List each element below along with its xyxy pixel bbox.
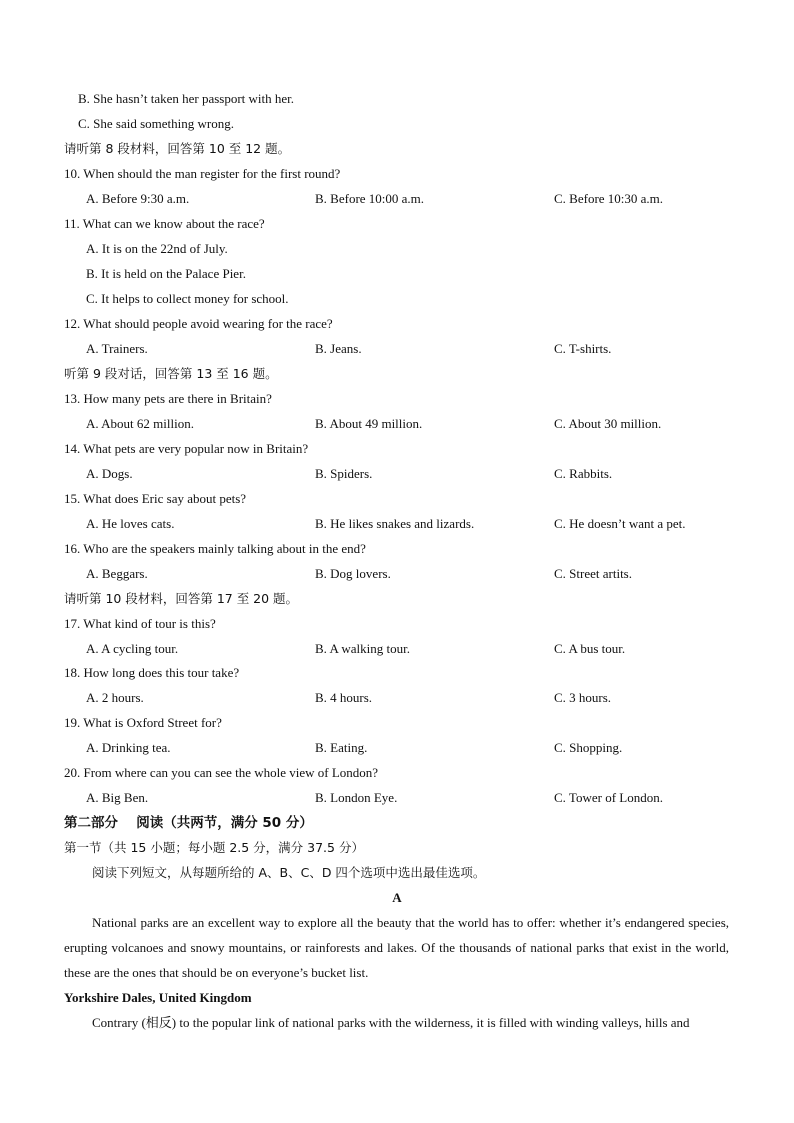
- question-16-option-a: A. Beggars.: [86, 566, 148, 581]
- question-15-option-a: A. He loves cats.: [86, 516, 175, 531]
- question-16-stem: 16. Who are the speakers mainly talking about in the end?: [64, 541, 366, 556]
- question-12-option-c: C. T-shirts.: [554, 341, 612, 356]
- question-19-option-a: A. Drinking tea.: [86, 740, 171, 755]
- passage-paragraph-1: National parks are an excellent way to explore all the beauty that the world has to offer: whether it’s endangered species, erupting volcanoes and snowy mountains, or rainforests and lakes. Of the thousands of national parks that exist in the world, these are the ones that should be on everyone’s bucket list.: [64, 915, 729, 980]
- question-15-option-b: B. He likes snakes and lizards.: [315, 516, 475, 531]
- question-11-option-b: B. It is held on the Palace Pier.: [86, 266, 246, 281]
- question-15-stem: 15. What does Eric say about pets?: [64, 491, 247, 506]
- question-14-stem: 14. What pets are very popular now in Britain?: [64, 441, 309, 456]
- section-instruction-10: 请听第 10 段材料，回答第 17 至 20 题。: [64, 591, 299, 606]
- question-10-stem: 10. When should the man register for the first round?: [64, 166, 341, 181]
- question-18-option-c: C. 3 hours.: [554, 690, 612, 705]
- passage-subheading: Yorkshire Dales, United Kingdom: [64, 990, 252, 1005]
- question-16-option-b: B. Dog lovers.: [315, 566, 391, 581]
- question-14-option-b: B. Spiders.: [315, 466, 373, 481]
- question-12-option-b: B. Jeans.: [315, 341, 362, 356]
- question-20-stem: 20. From where can you can see the whole view of London?: [64, 765, 379, 780]
- section-one-heading: 第一节（共 15 小题；每小题 2.5 分，满分 37.5 分）: [64, 840, 364, 855]
- question-13-option-c: C. About 30 million.: [554, 416, 662, 431]
- question-13-option-a: A. About 62 million.: [86, 416, 194, 431]
- question-19-option-c: C. Shopping.: [554, 740, 623, 755]
- question-19-option-b: B. Eating.: [315, 740, 368, 755]
- question-10-option-a: A. Before 9:30 a.m.: [86, 191, 190, 206]
- question-17-option-c: C. A bus tour.: [554, 641, 626, 656]
- question-18-stem: 18. How long does this tour take?: [64, 665, 240, 680]
- question-14-option-a: A. Dogs.: [86, 466, 133, 481]
- question-11-option-c: C. It helps to collect money for school.: [86, 291, 289, 306]
- question-11-stem: 11. What can we know about the race?: [64, 216, 265, 231]
- question-16-option-c: C. Street artits.: [554, 566, 632, 581]
- question-18-option-a: A. 2 hours.: [86, 690, 144, 705]
- question-15-option-c: C. He doesn’t want a pet.: [554, 516, 686, 531]
- passage-paragraph-2: Contrary (相反) to the popular link of national parks with the wilderness, it is filled with winding valleys, hills and: [92, 1015, 690, 1030]
- question-12-stem: 12. What should people avoid wearing for the race?: [64, 316, 333, 331]
- question-13-option-b: B. About 49 million.: [315, 416, 423, 431]
- section-instruction-9: 听第 9 段对话，回答第 13 至 16 题。: [64, 366, 278, 381]
- question-18-option-b: B. 4 hours.: [315, 690, 373, 705]
- question-14-option-c: C. Rabbits.: [554, 466, 613, 481]
- question-10-option-c: C. Before 10:30 a.m.: [554, 191, 664, 206]
- question-20-option-a: A. Big Ben.: [86, 790, 149, 805]
- part-two-heading: 第二部分 阅读（共两节，满分 50 分）: [64, 815, 313, 831]
- passage-label: A: [392, 890, 402, 905]
- question-20-option-b: B. London Eye.: [315, 790, 398, 805]
- section-instruction-8: 请听第 8 段材料，回答第 10 至 12 题。: [64, 141, 291, 156]
- question-12-option-a: A. Trainers.: [86, 341, 148, 356]
- reading-instructions: 阅读下列短文，从每题所给的 A、B、C、D 四个选项中选出最佳选项。: [92, 865, 486, 880]
- question-11-option-a: A. It is on the 22nd of July.: [86, 241, 228, 256]
- question-13-stem: 13. How many pets are there in Britain?: [64, 391, 272, 406]
- option-c-prev: C. She said something wrong.: [78, 116, 234, 131]
- question-17-option-a: A. A cycling tour.: [86, 641, 179, 656]
- question-20-option-c: C. Tower of London.: [554, 790, 663, 805]
- question-10-option-b: B. Before 10:00 a.m.: [315, 191, 425, 206]
- question-17-option-b: B. A walking tour.: [315, 641, 410, 656]
- question-19-stem: 19. What is Oxford Street for?: [64, 715, 222, 730]
- question-17-stem: 17. What kind of tour is this?: [64, 616, 216, 631]
- option-b-prev: B. She hasn’t taken her passport with her.: [78, 91, 295, 106]
